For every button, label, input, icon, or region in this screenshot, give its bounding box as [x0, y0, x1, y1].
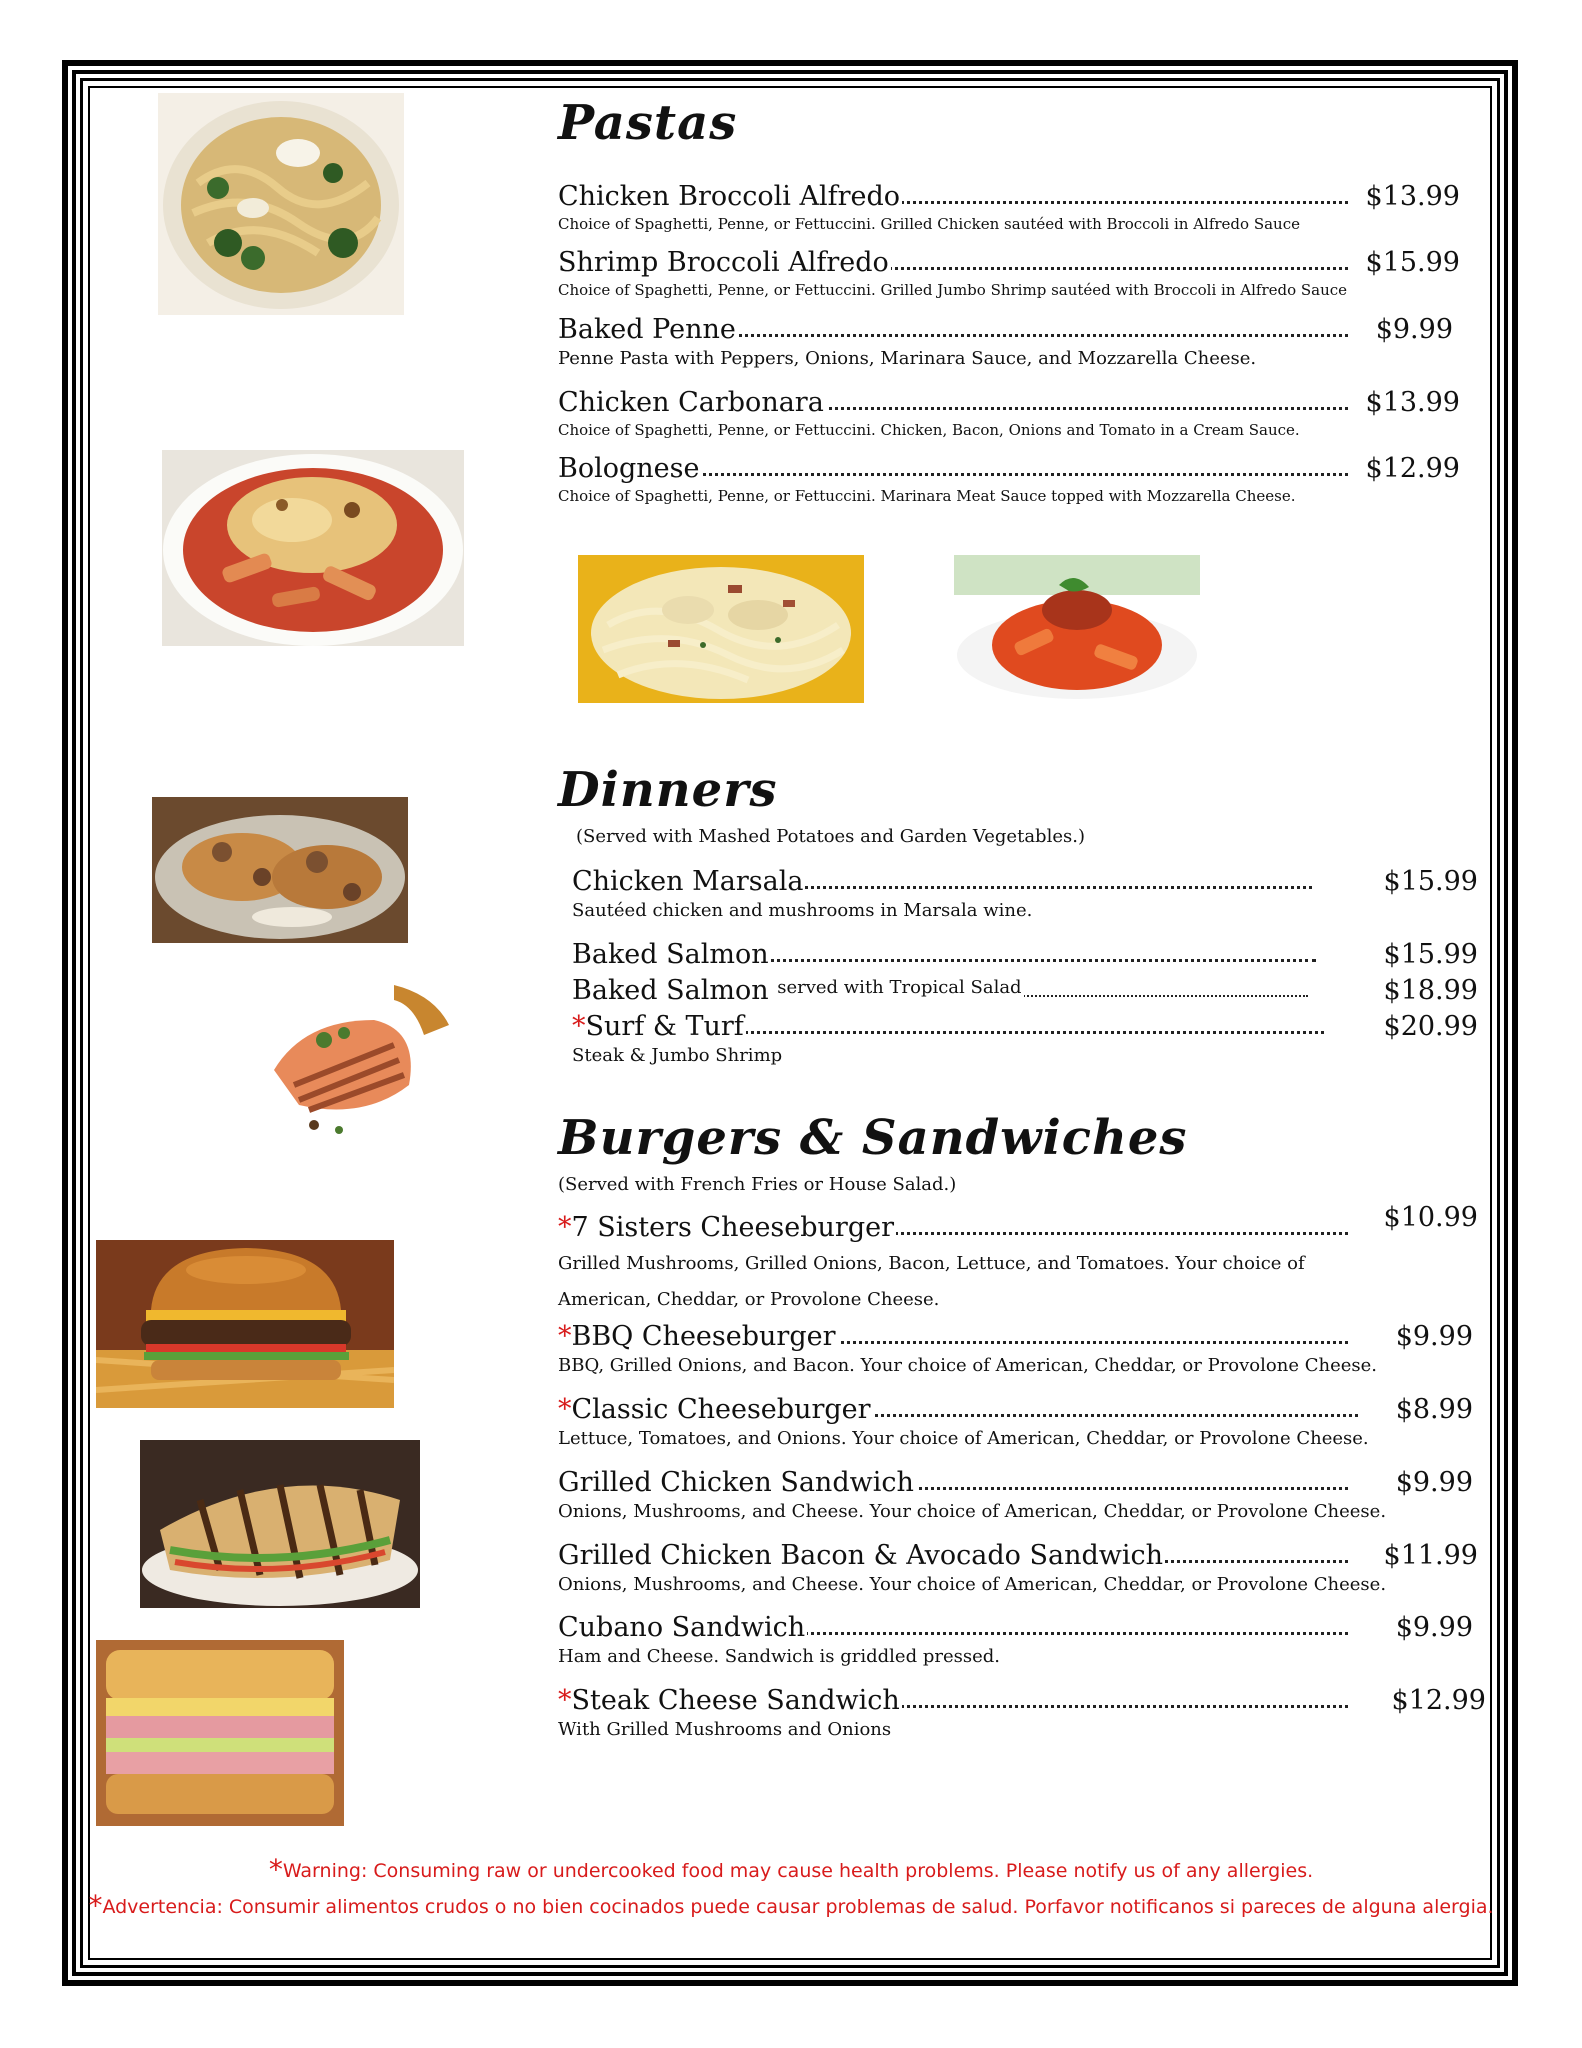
item-name: Bolognese — [558, 453, 700, 484]
item-description: Choice of Spaghetti, Penne, or Fettuccini. Grilled Chicken sautéed with Broccoli in Alfredo Sauce — [558, 215, 1300, 233]
menu-item — [558, 1467, 1478, 1522]
item-description: Onions, Mushrooms, and Cheese. Your choice of American, Cheddar, or Provolone Cheese. — [558, 1501, 1387, 1522]
item-name: Chicken Marsala — [572, 866, 804, 897]
cubano-sandwich-photo — [96, 1640, 344, 1826]
carbonara-photo — [578, 555, 864, 703]
item-name: Shrimp Broccoli Alfredo — [558, 247, 889, 278]
item-price: $9.99 — [1395, 1612, 1473, 1643]
item-name: Baked Salmon — [572, 939, 769, 970]
grilled-chicken-sandwich-photo — [140, 1440, 420, 1608]
item-name: Chicken Broccoli Alfredo — [558, 181, 901, 212]
item-name — [558, 1212, 896, 1243]
item-name-text: 7 Sisters Cheeseburger — [571, 1212, 895, 1243]
item-price: $15.99 — [1383, 939, 1478, 970]
menu-item — [558, 1202, 1478, 1318]
item-description: Choice of Spaghetti, Penne, or Fettuccini. Marinara Meat Sauce topped with Mozzarella Cheese. — [558, 487, 1296, 505]
menu-item — [558, 1685, 1486, 1740]
item-description: Choice of Spaghetti, Penne, or Fettuccini. Grilled Jumbo Shrimp sautéed with Broccoli in Alfredo Sauce — [558, 281, 1348, 299]
item-description: BBQ, Grilled Onions, and Bacon. Your choice of American, Cheddar, or Provolone Cheese. — [558, 1355, 1377, 1376]
warning-star: * — [268, 1853, 283, 1886]
warning-spanish-text: Advertencia: Consumir alimentos crudos o no bien cocinados puede causar problemas de salud. Porfavor notificanos si pareces de alguna alergia. — [102, 1896, 1494, 1918]
item-price: $9.99 — [1375, 314, 1453, 345]
warning-english — [0, 1853, 1582, 1886]
item-name — [558, 1394, 873, 1425]
menu-item — [572, 866, 1478, 921]
item-name — [558, 1685, 902, 1716]
menu-item — [558, 1540, 1478, 1595]
item-name: Grilled Chicken Bacon & Avocado Sandwich — [558, 1540, 1164, 1571]
fettuccine-alfredo-photo — [158, 93, 404, 315]
item-description: Penne Pasta with Peppers, Onions, Marinara Sauce, and Mozzarella Cheese. — [558, 348, 1257, 369]
item-description: Steak & Jumbo Shrimp — [572, 1045, 783, 1066]
item-description: Ham and Cheese. Sandwich is griddled pressed. — [558, 1646, 1000, 1667]
dinners-note: (Served with Mashed Potatoes and Garden Vegetables.) — [576, 826, 1085, 847]
menu-item — [558, 181, 1478, 233]
item-price: $9.99 — [1395, 1467, 1473, 1498]
item-price: $13.99 — [1365, 181, 1460, 212]
menu-item — [572, 939, 1478, 973]
menu-item — [558, 247, 1478, 299]
item-price: $9.99 — [1395, 1321, 1473, 1352]
menu-item — [558, 1612, 1478, 1667]
item-description: Lettuce, Tomatoes, and Onions. Your choice of American, Cheddar, or Provolone Cheese. — [558, 1428, 1369, 1449]
item-price: $11.99 — [1383, 1540, 1478, 1571]
item-name-text: Classic Cheeseburger — [571, 1394, 871, 1425]
item-name: Cubano Sandwich — [558, 1612, 806, 1643]
item-price: $12.99 — [1391, 1685, 1486, 1716]
baked-salmon-photo — [244, 975, 464, 1143]
item-description: Choice of Spaghetti, Penne, or Fettuccini. Chicken, Bacon, Onions and Tomato in a Cream Sauce. — [558, 421, 1300, 439]
menu-item — [558, 1394, 1478, 1449]
item-name — [572, 975, 1024, 1006]
raw-food-star: * — [558, 1321, 572, 1352]
dinners-heading: Dinners — [558, 762, 778, 818]
item-description: Sautéed chicken and mushrooms in Marsala wine. — [572, 900, 1033, 921]
cheeseburger-photo — [96, 1240, 394, 1408]
raw-food-star: * — [572, 1011, 586, 1042]
item-price: $12.99 — [1365, 453, 1460, 484]
burgers-note: (Served with French Fries or House Salad.) — [558, 1174, 957, 1195]
item-name-text: Surf & Turf — [585, 1011, 744, 1042]
menu-item — [558, 1321, 1478, 1376]
item-description: Onions, Mushrooms, and Cheese. Your choice of American, Cheddar, or Provolone Cheese. — [558, 1574, 1387, 1595]
item-price: $10.99 — [1383, 1202, 1478, 1233]
menu-item — [558, 387, 1478, 439]
pastas-heading: Pastas — [558, 95, 738, 151]
item-name-text: Baked Salmon — [572, 975, 769, 1006]
item-description: Grilled Mushrooms, Grilled Onions, Bacon, Lettuce, and Tomatoes. Your choice of American, Cheddar, or Provolone Cheese. — [558, 1253, 1305, 1310]
item-name — [572, 1011, 746, 1042]
item-name-text: BBQ Cheeseburger — [571, 1321, 836, 1352]
item-price: $18.99 — [1383, 975, 1478, 1006]
item-description: With Grilled Mushrooms and Onions — [558, 1719, 892, 1740]
warning-star: * — [88, 1889, 103, 1922]
item-price: $13.99 — [1365, 387, 1460, 418]
warning-english-text: Warning: Consuming raw or undercooked food may cause health problems. Please notify us of any allergies. — [282, 1860, 1314, 1882]
burgers-sandwiches-heading: Burgers & Sandwiches — [558, 1110, 1188, 1166]
item-price: $15.99 — [1365, 247, 1460, 278]
item-name — [558, 1321, 838, 1352]
item-price: $20.99 — [1383, 1011, 1478, 1042]
bolognese-penne-photo — [954, 555, 1200, 703]
baked-penne-photo — [162, 450, 464, 646]
menu-item — [572, 975, 1478, 1009]
raw-food-star: * — [558, 1212, 572, 1243]
raw-food-star: * — [558, 1394, 572, 1425]
item-name-text: Steak Cheese Sandwich — [571, 1685, 900, 1716]
raw-food-star: * — [558, 1685, 572, 1716]
item-name: Baked Penne — [558, 314, 736, 345]
warning-spanish — [0, 1889, 1582, 1922]
menu-item — [558, 453, 1478, 505]
menu-item — [572, 1011, 1478, 1066]
item-price: $15.99 — [1383, 866, 1478, 897]
item-price: $8.99 — [1395, 1394, 1473, 1425]
chicken-marsala-photo — [152, 797, 408, 943]
item-name: Grilled Chicken Sandwich — [558, 1467, 914, 1498]
item-name: Chicken Carbonara — [558, 387, 824, 418]
item-name-suffix: served with Tropical Salad — [777, 977, 1022, 998]
menu-item — [558, 314, 1478, 369]
